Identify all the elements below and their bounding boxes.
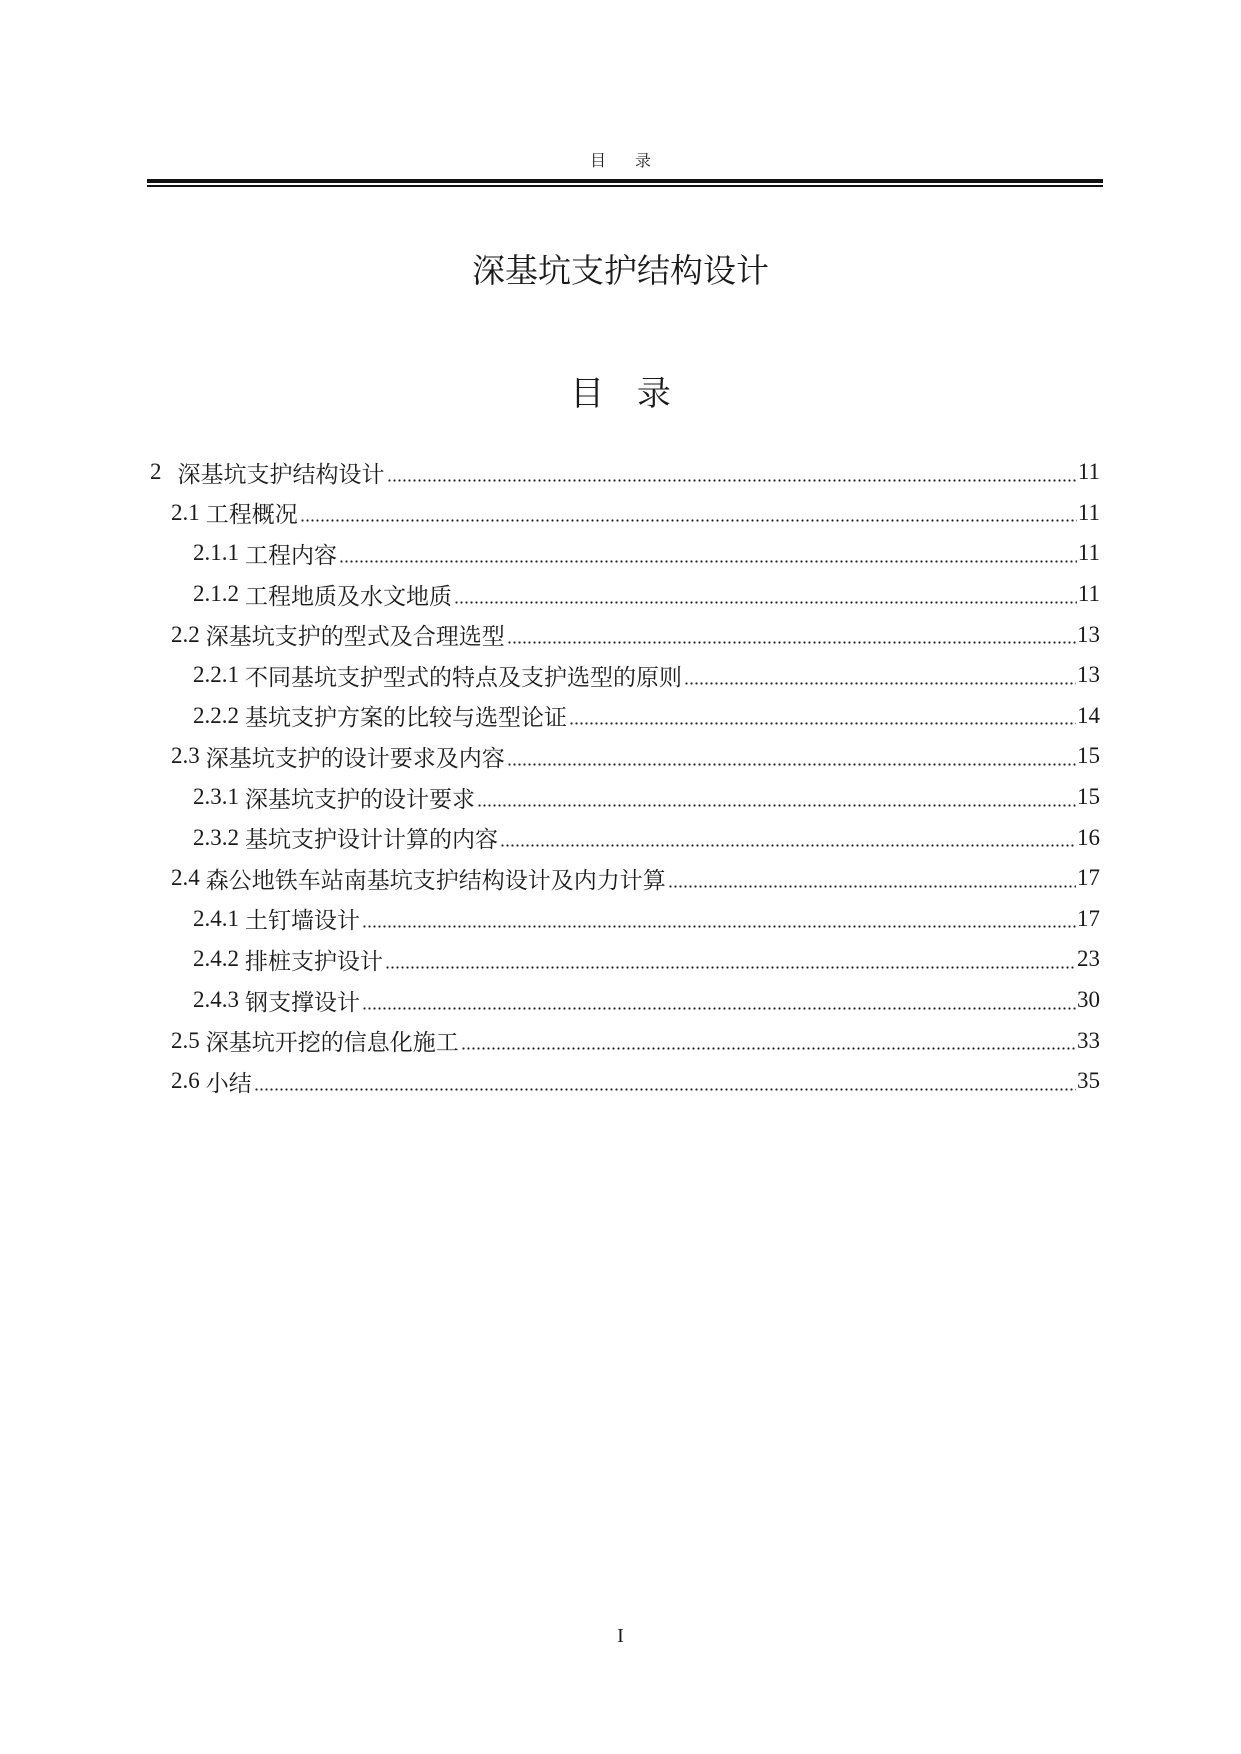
dot-leader: [300, 519, 1077, 522]
table-of-contents: [147, 452, 1100, 1102]
toc-entry-page: 11: [1077, 459, 1100, 485]
toc-entry-title: 基坑支护设计计算的内容: [245, 827, 498, 854]
toc-entry-number: 2.2.2: [193, 702, 239, 728]
toc-entry-title: 深基坑开挖的信息化施工: [205, 1030, 459, 1057]
dot-leader: [362, 1007, 1076, 1010]
toc-entry: [147, 899, 1100, 940]
toc-entry-number: 2.6: [171, 1068, 200, 1094]
header-rule-thick: [147, 179, 1103, 183]
toc-entry-page: 17: [1077, 865, 1100, 891]
toc-entry: [147, 939, 1100, 980]
toc-entry-title: 工程概况: [205, 502, 298, 529]
toc-entry-number: 2.3: [171, 743, 200, 769]
toc-entry-title: 深基坑支护的设计要求: [245, 786, 475, 813]
toc-entry-page: 33: [1077, 1027, 1100, 1053]
toc-entry-number: 2.2: [171, 621, 200, 647]
toc-entry-title: 森公地铁车站南基坑支护结构设计及内力计算: [205, 867, 666, 894]
toc-entry-number: 2.4.3: [193, 987, 239, 1013]
running-header: 目 录: [589, 151, 664, 170]
toc-entry-page: 17: [1077, 905, 1100, 931]
dot-leader: [461, 1047, 1076, 1050]
toc-entry-page: 16: [1077, 824, 1100, 850]
toc-entry-page: 23: [1077, 946, 1100, 972]
toc-entry: [147, 777, 1100, 818]
toc-entry-title: 钢支撑设计: [245, 989, 360, 1016]
toc-entry-page: 11: [1077, 499, 1100, 525]
toc-entry-page: 30: [1077, 987, 1100, 1013]
toc-entry-title: 深基坑支护的设计要求及内容: [205, 745, 505, 772]
toc-entry-page: 11: [1077, 581, 1100, 607]
toc-entry-title: 工程内容: [245, 542, 337, 569]
toc-entry: [147, 736, 1100, 777]
dot-leader: [339, 560, 1077, 563]
dot-leader: [500, 844, 1076, 847]
header-double-rule: [147, 179, 1103, 188]
toc-entry: [147, 817, 1100, 858]
dot-leader: [684, 682, 1076, 685]
toc-entry-page: 11: [1077, 540, 1100, 566]
toc-entry-page: 14: [1077, 702, 1100, 728]
toc-entry-number: 2.1: [171, 499, 200, 525]
toc-entry-number: 2.3.1: [193, 784, 239, 810]
dot-leader: [477, 804, 1076, 807]
toc-entry-title: 排桩支护设计: [245, 948, 383, 975]
toc-entry-number: 2.2.1: [193, 662, 239, 688]
dot-leader: [569, 722, 1076, 725]
dot-leader: [254, 1088, 1076, 1091]
toc-entry: [147, 980, 1100, 1021]
toc-entry: [147, 614, 1100, 655]
toc-entry-number: 2.1.2: [193, 581, 239, 607]
toc-entry: [147, 1020, 1100, 1061]
dot-leader: [507, 641, 1076, 644]
toc-entry-page: 13: [1077, 621, 1100, 647]
toc-entry: [147, 858, 1100, 899]
toc-entry: [147, 1061, 1100, 1102]
toc-entry-title: 深基坑支护结构设计: [177, 461, 385, 488]
header-rule-thin: [147, 185, 1103, 187]
toc-entry-number: 2: [150, 459, 162, 485]
toc-entry: [147, 655, 1100, 696]
toc-entry-number: 2.4.1: [193, 905, 239, 931]
toc-entry: [147, 533, 1100, 574]
dot-leader: [385, 966, 1076, 969]
toc-heading: 目 录: [570, 374, 682, 414]
toc-entry-title: 土钉墙设计: [245, 908, 360, 935]
document-title: 深基坑支护结构设计: [472, 251, 769, 290]
dot-leader: [668, 885, 1076, 888]
toc-entry-page: 13: [1077, 662, 1100, 688]
toc-entry-number: 2.1.1: [193, 540, 239, 566]
dot-leader: [507, 763, 1076, 766]
toc-entry-title: 小结: [205, 1070, 252, 1097]
toc-entry-number: 2.4: [171, 865, 200, 891]
toc-entry-page: 35: [1077, 1068, 1100, 1094]
toc-entry-title: 不同基坑支护型式的特点及支护选型的原则: [245, 664, 682, 691]
page-number: I: [617, 1625, 624, 1647]
toc-entry-title: 深基坑支护的型式及合理选型: [205, 624, 505, 651]
toc-entry: [147, 452, 1100, 493]
dot-leader: [362, 925, 1076, 928]
toc-entry-number: 2.5: [171, 1027, 200, 1053]
dot-leader: [454, 601, 1077, 604]
toc-entry-number: 2.4.2: [193, 946, 239, 972]
toc-entry-number: 2.3.2: [193, 824, 239, 850]
toc-entry: [147, 696, 1100, 737]
toc-entry-page: 15: [1077, 743, 1100, 769]
toc-entry-page: 15: [1077, 784, 1100, 810]
dot-leader: [387, 479, 1077, 482]
toc-entry-title: 工程地质及水文地质: [245, 583, 452, 610]
toc-entry: [147, 493, 1100, 534]
toc-entry-title: 基坑支护方案的比较与选型论证: [245, 705, 567, 732]
toc-entry: [147, 574, 1100, 615]
